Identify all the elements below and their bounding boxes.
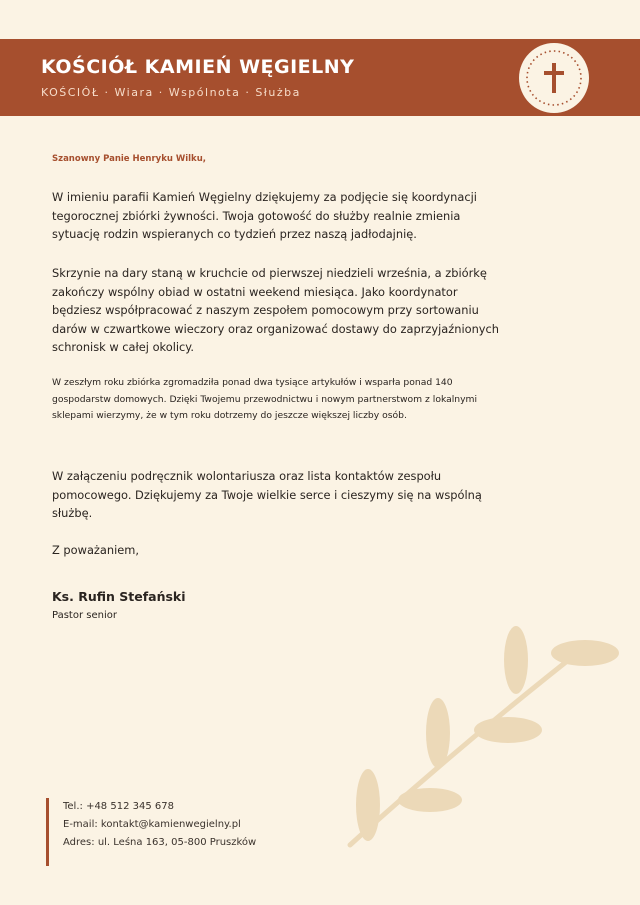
contact-block xyxy=(46,798,256,866)
contact-phone: Tel.: +48 512 345 678 xyxy=(63,801,174,812)
contact-email: E-mail: kontakt@kamienwegielny.pl xyxy=(63,819,241,830)
signer-role: Pastor senior xyxy=(52,610,117,621)
church-name: KOŚCIÓŁ KAMIEŃ WĘGIELNY xyxy=(41,56,355,78)
contact-address: Adres: ul. Leśna 163, 05-800 Pruszków xyxy=(63,837,257,848)
signer-name: Ks. Rufin Stefański xyxy=(52,589,186,604)
church-tagline: KOŚCIÓŁ · Wiara · Wspólnota · Służba xyxy=(41,86,301,99)
body-paragraph: W zeszłym roku zbiórka zgromadziła ponad dwa tysiące artykułów i wsparła ponad 140 gospodarstw domowych. Dzięki Twojemu przewodnictwu i nowym partnerstwom z lokalnymi sklepami wierzymy, że w tym roku dotrzemy do jeszcze większej liczby osób. xyxy=(52,377,478,421)
salutation: Szanowny Panie Henryku Wilku, xyxy=(52,154,206,164)
body-paragraph: W załączeniu podręcznik wolontariusza oraz lista kontaktów zespołu pomocowego. Dziękujemy za Twoje wielkie serce i cieszymy się na wspólną służbę. xyxy=(52,469,482,520)
closing: Z poważaniem, xyxy=(52,543,139,557)
body-paragraph: Skrzynie na dary staną w kruchcie od pierwszej niedzieli września, a zbiórkę zakończy wspólny obiad w ostatni weekend miesiąca. Jako koordynator będziesz współpracować z naszym zespołem pomocowym przy sortowaniu darów w czwartkowe wieczory oraz organizować dostawy do zaprzyjaźnionych schronisk w całej okolicy. xyxy=(52,266,500,354)
cross-icon xyxy=(519,43,589,113)
church-emblem xyxy=(519,43,589,113)
olive-branch-icon xyxy=(340,605,640,905)
body-paragraph: W imieniu parafii Kamień Węgielny dziękujemy za podjęcie się koordynacji tegorocznej zbiórki żywności. Twoja gotowość do służby realnie zmienia sytuację rodzin wspieranych co tydzień przez naszą jadłodajnię. xyxy=(52,190,477,241)
